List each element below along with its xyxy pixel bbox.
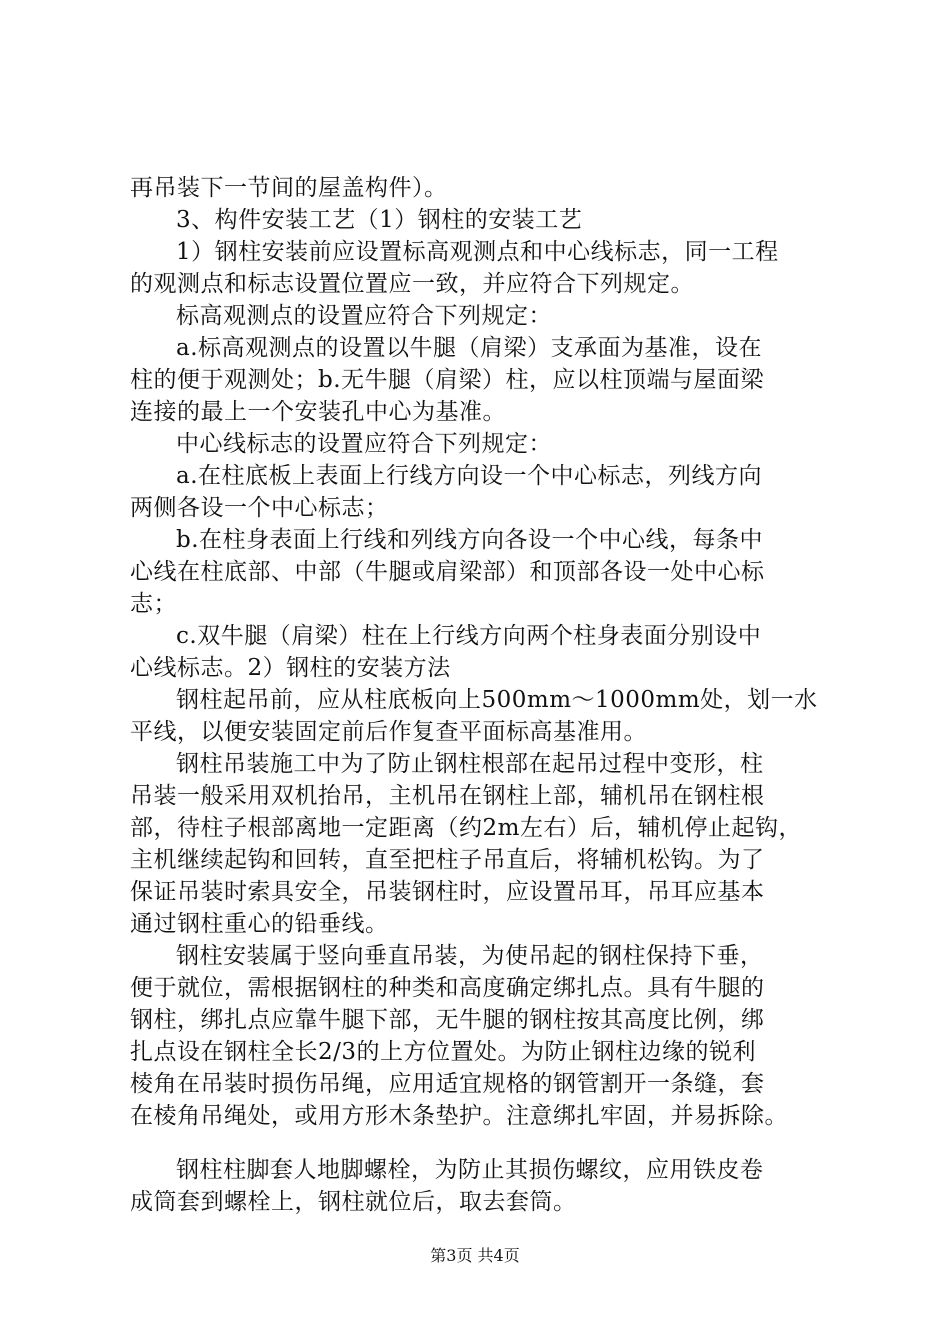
- text-line: 钢柱吊装施工中为了防止钢柱根部在起吊过程中变形，柱: [176, 751, 764, 777]
- text-line: 钢柱安装属于竖向垂直吊装，为使吊起的钢柱保持下垂，: [176, 943, 764, 969]
- text-line: 的观测点和标志设置位置应一致，并应符合下列规定。: [130, 271, 694, 297]
- text-line: a.在柱底板上表面上行线方向设一个中心标志，列线方向: [176, 463, 763, 489]
- text-line: 中心线标志的设置应符合下列规定：: [176, 431, 552, 457]
- text-line: 钢柱柱脚套人地脚螺栓，为防止其损伤螺纹，应用铁皮卷: [176, 1157, 764, 1183]
- section-heading: 3、构件安装工艺（1）钢柱的安装工艺: [176, 207, 583, 233]
- text-line: 标高观测点的设置应符合下列规定：: [176, 303, 552, 329]
- text-line: 两侧各设一个中心标志；: [130, 495, 389, 521]
- text-line: 柱的便于观测处；b.无牛腿（肩梁）柱，应以柱顶端与屋面梁: [130, 367, 765, 393]
- text-line: 成筒套到螺栓上，钢柱就位后，取去套筒。: [130, 1189, 577, 1215]
- text-line: a.标高观测点的设置以牛腿（肩梁）支承面为基准，设在: [176, 335, 763, 361]
- text-line: 棱角在吊装时损伤吊绳，应用适宜规格的钢管割开一条缝，套: [130, 1071, 765, 1097]
- text-line: 志；: [130, 591, 177, 617]
- text-line: 平线，以便安装固定前后作复查平面标高基准用。: [130, 719, 647, 745]
- text-line: 通过钢柱重心的铅垂线。: [130, 911, 389, 937]
- text-line: b.在柱身表面上行线和列线方向各设一个中心线，每条中: [176, 527, 764, 553]
- text-line: 心线在柱底部、中部（牛腿或肩梁部）和顶部各设一处中心标: [130, 559, 765, 585]
- text-line: 扎点设在钢柱全长2/3的上方位置处。为防止钢柱边缘的锐利: [130, 1039, 757, 1065]
- text-line: c.双牛腿（肩梁）柱在上行线方向两个柱身表面分别设中: [176, 623, 762, 649]
- text-line: 连接的最上一个安装孔中心为基准。: [130, 399, 506, 425]
- text-line: 保证吊装时索具安全，吊装钢柱时，应设置吊耳，吊耳应基本: [130, 879, 765, 905]
- text-line: 部，待柱子根部离地一定距离（约2m左右）后，辅机停止起钩，: [130, 815, 802, 841]
- text-line: 再吊装下一节间的屋盖构件）。: [130, 175, 448, 201]
- text-line: 在棱角吊绳处，或用方形木条垫护。注意绑扎牢固，并易拆除。: [130, 1103, 788, 1129]
- paragraph-gap: [130, 1132, 835, 1154]
- document-body: [130, 172, 835, 1218]
- text-line: 钢柱起吊前，应从柱底板向上500mm～1000mm处，划一水: [176, 687, 818, 713]
- page-footer: 第3页 共4页: [430, 1246, 520, 1265]
- text-line: 吊装一般采用双机抬吊，主机吊在钢柱上部，辅机吊在钢柱根: [130, 783, 765, 809]
- text-line: 心线标志。2）钢柱的安装方法: [130, 655, 451, 681]
- text-line: 便于就位，需根据钢柱的种类和高度确定绑扎点。具有牛腿的: [130, 975, 765, 1001]
- text-line: 主机继续起钩和回转，直至把柱子吊直后，将辅机松钩。为了: [130, 847, 765, 873]
- text-line: 钢柱，绑扎点应靠牛腿下部，无牛腿的钢柱按其高度比例，绑: [130, 1007, 765, 1033]
- text-line: 1）钢柱安装前应设置标高观测点和中心线标志，同一工程: [176, 239, 779, 265]
